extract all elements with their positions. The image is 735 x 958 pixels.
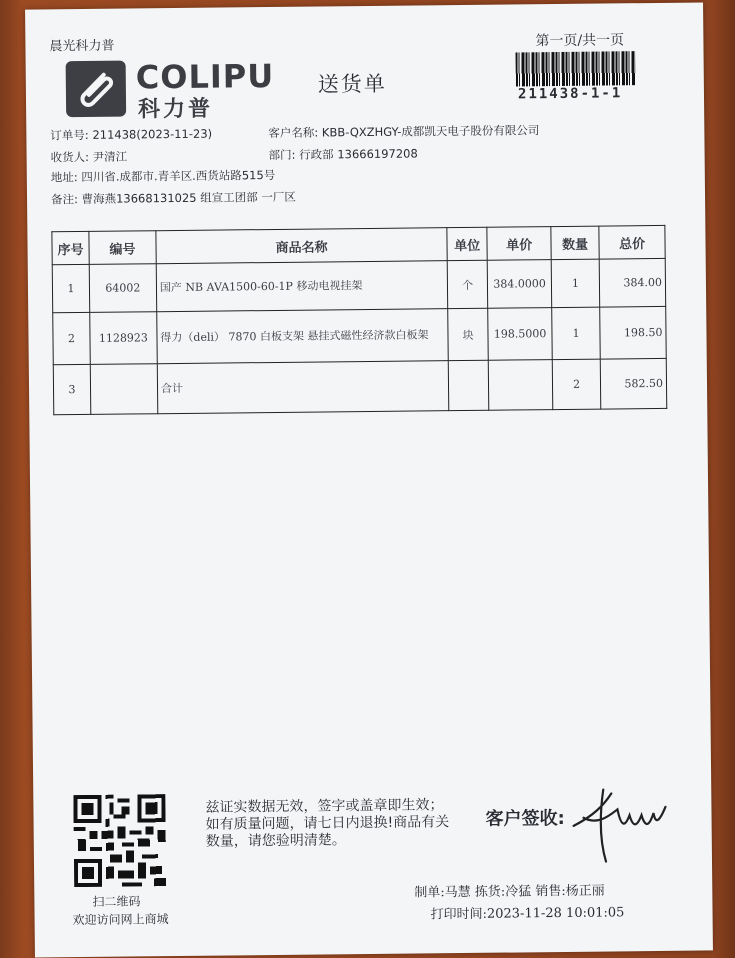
address: 地址: 四川省.成都市.青羊区.西货站路515号 — [50, 167, 276, 185]
logo-chinese-text: 科力普 — [137, 96, 214, 123]
delivery-note-paper — [25, 2, 713, 957]
cell-unit: 个 — [447, 260, 487, 308]
receiver: 收货人: 尹清江 — [50, 149, 128, 165]
header-quantity: 数量 — [551, 226, 599, 259]
prepared-by: 制单:马慧 拣货:冷猛 销售:杨正丽 — [414, 883, 605, 901]
logo-english-text: COLIPU — [135, 56, 275, 97]
cell-quantity: 1 — [551, 259, 599, 307]
cell-total: 198.50 — [600, 306, 667, 359]
document-title: 送货单 — [317, 71, 387, 97]
cell-product-name: 国产 NB AVA1500-60-1P 移动电视挂架 — [156, 261, 448, 312]
print-time: 打印时间:2023-11-28 10:01:05 — [430, 905, 625, 923]
cell-code — [90, 364, 157, 415]
cell-product-name: 得力（deli） 7870 白板支架 悬挂式磁性经济款白板架 — [157, 309, 449, 364]
cell-quantity: 2 — [552, 359, 600, 409]
items-table — [51, 225, 667, 415]
cell-unit: 块 — [448, 308, 488, 360]
table-row-total — [53, 358, 666, 414]
barcode-icon — [516, 51, 636, 86]
header-code: 编号 — [89, 231, 156, 265]
cell-grand-total: 582.50 — [600, 358, 667, 409]
order-number: 订单号: 211438(2023-11-23) — [50, 126, 213, 143]
cell-unit-price — [488, 360, 553, 411]
handwritten-signature — [563, 785, 674, 866]
qr-code-icon — [73, 794, 166, 887]
customer-signature-label: 客户签收: — [485, 807, 565, 830]
remarks: 备注: 曹海燕13668131025 组宣工团部 一厂区 — [50, 189, 296, 207]
department: 部门: 行政部 13666197208 — [268, 146, 418, 163]
header-total: 总价 — [599, 225, 665, 259]
cell-total-label: 合计 — [157, 361, 449, 414]
cell-code: 64002 — [89, 264, 156, 313]
colipu-logo — [66, 56, 297, 123]
header-unit: 单位 — [447, 227, 487, 260]
header-unit-price: 单价 — [487, 227, 551, 261]
customer-name: 客户名称: KBB-QXZHGY-成都凯天电子股份有限公司 — [268, 123, 540, 141]
page-indicator: 第一页/共一页 — [535, 32, 625, 50]
cell-quantity: 1 — [552, 307, 600, 359]
company-name: 晨光科力普 — [49, 38, 115, 55]
cell-unit-price: 384.0000 — [487, 260, 551, 309]
cell-total: 384.00 — [599, 258, 665, 307]
cell-unit — [448, 360, 488, 410]
cell-unit-price: 198.5000 — [488, 308, 553, 361]
paperclip-logo-icon — [66, 61, 127, 118]
validity-notice: 兹证实数据无效，签字或盖章即生效；如有质量问题，请七日内退换!商品有关数量，请您验明清楚。 — [205, 797, 450, 850]
cell-index: 2 — [53, 312, 90, 364]
cell-index: 1 — [52, 264, 89, 312]
table-row — [53, 306, 667, 364]
barcode-number: 211438-1-1 — [517, 85, 623, 103]
header-product-name: 商品名称 — [156, 228, 448, 264]
qr-caption-mall: 欢迎访问网上商城 — [72, 912, 169, 928]
qr-caption-scan: 扫二维码 — [92, 894, 141, 909]
cell-index: 3 — [53, 364, 90, 414]
cell-code: 1128923 — [90, 312, 157, 365]
header-index: 序号 — [52, 231, 89, 264]
table-row — [52, 258, 665, 312]
